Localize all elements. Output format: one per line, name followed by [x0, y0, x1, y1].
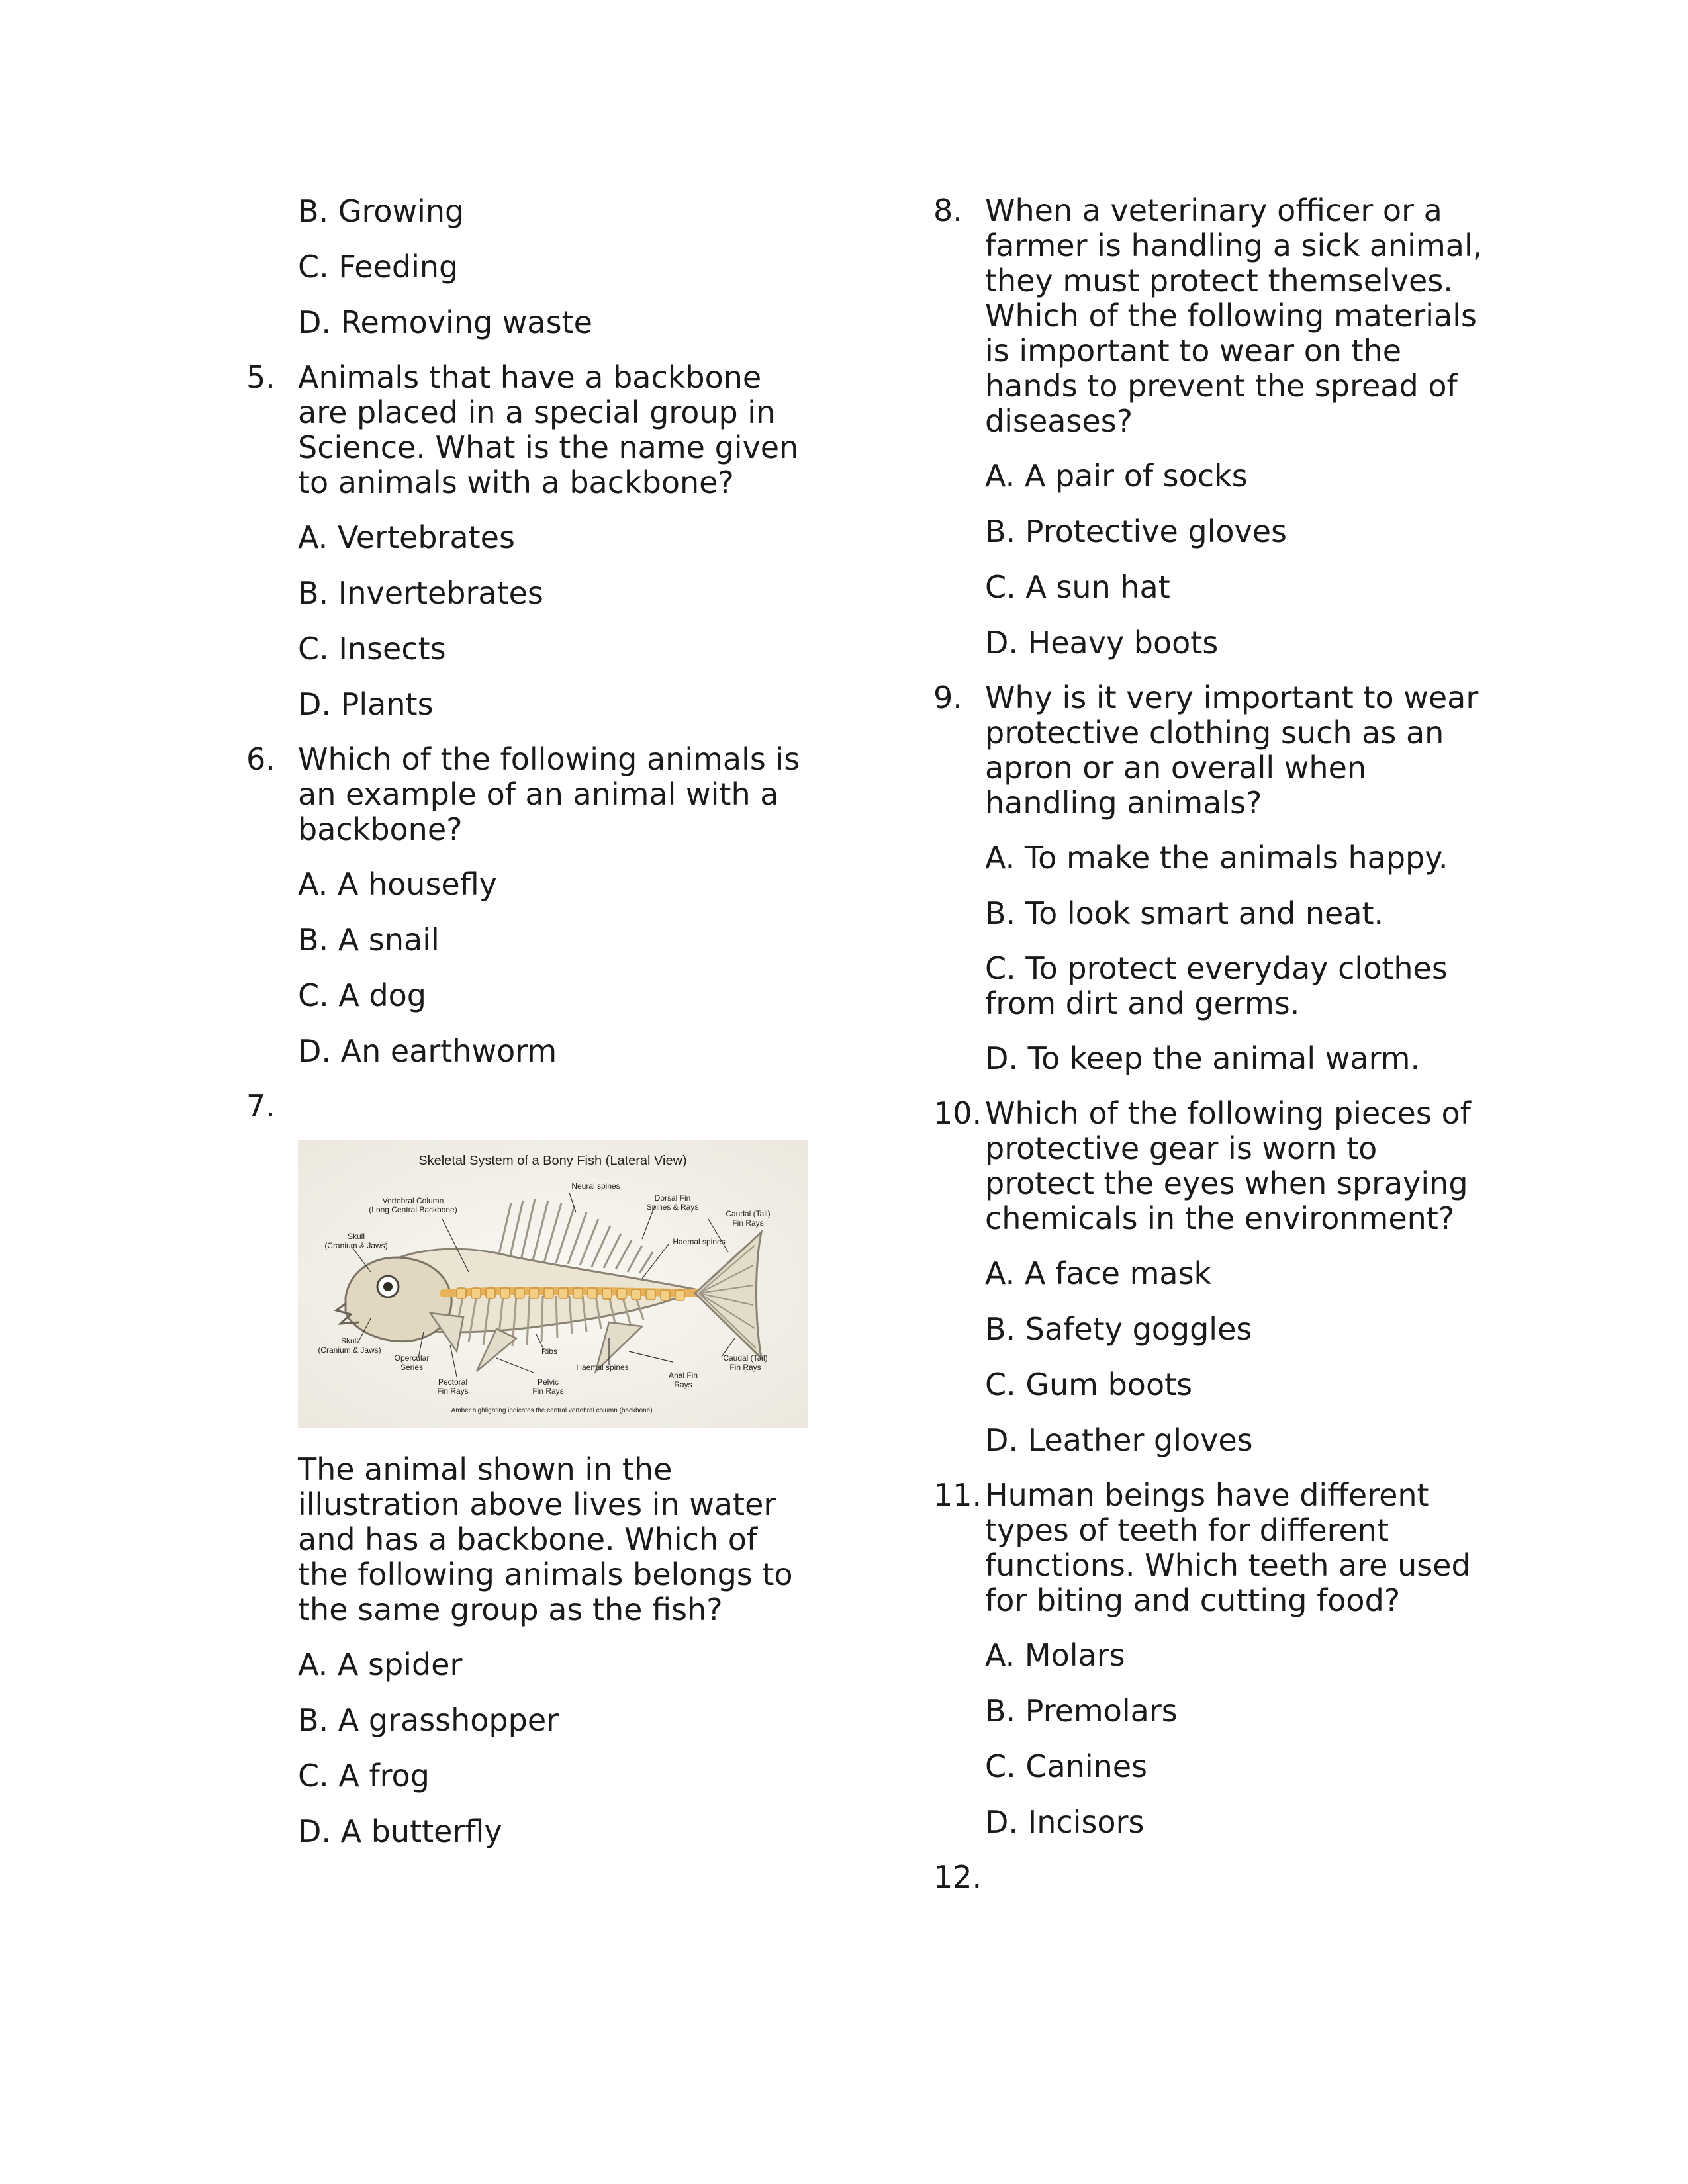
question-number: 12.	[933, 1859, 982, 1895]
q4-option-b: B. Growing	[298, 193, 465, 229]
label-vertebral-2: (Long Central Backbone)	[369, 1205, 457, 1214]
q8-option-b: B. Protective gloves	[985, 514, 1287, 549]
q9-option-a: A. To make the animals happy.	[985, 840, 1448, 876]
label-pectoral-2: Fin Rays	[437, 1387, 469, 1396]
q4-option-c: C. Feeding	[298, 249, 459, 285]
q7-option-a: A. A spider	[298, 1647, 463, 1682]
label-pectoral-1: Pectoral	[438, 1377, 468, 1387]
q5-option-d: D. Plants	[298, 686, 434, 722]
label-caudal-top-1: Caudal (Tail)	[726, 1209, 771, 1218]
q8-option-a: A. A pair of socks	[985, 458, 1248, 494]
q6-option-d: D. An earthworm	[298, 1033, 557, 1069]
label-skull-top-1: Skull	[347, 1232, 365, 1241]
figure-caption: Amber highlighting indicates the central vertebral column (backbone).	[451, 1407, 655, 1414]
q7-option-b: B. A grasshopper	[298, 1702, 559, 1738]
label-anal-1: Anal Fin	[668, 1371, 698, 1380]
q5-option-c: C. Insects	[298, 631, 446, 666]
q11-option-a: A. Molars	[985, 1637, 1125, 1673]
q6-option-c: C. A dog	[298, 978, 426, 1013]
label-neural-spines: Neural spines	[571, 1181, 620, 1191]
label-skull-bottom-1: Skull	[340, 1336, 359, 1345]
question-number: 9.	[933, 680, 962, 715]
label-ribs: Ribs	[541, 1347, 558, 1356]
right-column	[933, 193, 1503, 1914]
question-7	[246, 1089, 822, 1124]
question-text-empty	[298, 1089, 801, 1124]
q9-option-b: B. To look smart and neat.	[985, 895, 1384, 931]
question-text: Why is it very important to wear protective clothing such as an apron or an overall when handling animals?	[985, 680, 1479, 821]
left-column	[246, 193, 822, 1869]
label-pelvic-1: Pelvic	[537, 1377, 559, 1387]
label-haemal-bottom: Haemal spines	[576, 1363, 629, 1372]
question-9	[933, 680, 1503, 821]
q11-option-b: B. Premolars	[985, 1693, 1178, 1729]
q9-option-c: C. To protect everyday clothes from dirt and germs.	[985, 950, 1448, 1021]
question-number: 10.	[933, 1095, 982, 1131]
question-10	[933, 1096, 1503, 1236]
figure-title: Skeletal System of a Bony Fish (Lateral View)	[418, 1154, 687, 1168]
label-caudal-bottom-2: Fin Rays	[729, 1363, 761, 1372]
label-pelvic-2: Fin Rays	[532, 1387, 564, 1396]
question-text: Which of the following animals is an example of an animal with a backbone?	[298, 741, 800, 847]
q5-option-a: A. Vertebrates	[298, 520, 515, 555]
q10-option-b: B. Safety goggles	[985, 1311, 1252, 1347]
question-text: When a veterinary officer or a farmer is handling a sick animal, they must protect themselves. Which of the following materials is important to wear on the hands to prevent the spread of diseases?	[985, 193, 1483, 439]
label-skull-bottom-2: (Cranium & Jaws)	[318, 1345, 381, 1355]
label-opercular-1: Opercular	[394, 1353, 430, 1363]
label-vertebral-1: Vertebral Column	[382, 1196, 444, 1205]
question-5	[246, 360, 822, 500]
q8-option-c: C. A sun hat	[985, 569, 1170, 605]
q11-option-d: D. Incisors	[985, 1804, 1145, 1840]
label-opercular-2: Series	[400, 1363, 424, 1372]
label-caudal-bottom-1: Caudal (Tail)	[723, 1353, 768, 1363]
q10-option-d: D. Leather gloves	[985, 1422, 1253, 1458]
label-haemal-top: Haemal spines	[673, 1237, 726, 1246]
q6-option-b: B. A snail	[298, 922, 440, 958]
q4-option-d: D. Removing waste	[298, 304, 592, 340]
q11-option-c: C. Canines	[985, 1749, 1148, 1784]
label-anal-2: Rays	[674, 1380, 692, 1389]
q7-question-text: The animal shown in the illustration above lives in water and has a backbone. Which of the following animals belongs to the same group as the fish?	[298, 1451, 793, 1627]
question-text-empty	[985, 1860, 1488, 1895]
question-6	[246, 742, 822, 847]
q8-option-d: D. Heavy boots	[985, 625, 1219, 660]
question-number: 8.	[933, 193, 962, 228]
label-caudal-top-2: Fin Rays	[732, 1218, 764, 1228]
question-12	[933, 1860, 1503, 1895]
label-dorsal-fin-1: Dorsal Fin	[654, 1193, 691, 1203]
question-number: 7.	[246, 1088, 275, 1124]
question-number: 11.	[933, 1477, 982, 1513]
fish-skeleton-figure	[298, 1140, 808, 1428]
q10-option-c: C. Gum boots	[985, 1367, 1193, 1402]
q6-option-a: A. A housefly	[298, 866, 497, 902]
question-text: Which of the following pieces of protective gear is worn to protect the eyes when spraying chemicals in the environment?	[985, 1095, 1471, 1236]
label-dorsal-fin-2: Spines & Rays	[646, 1203, 699, 1212]
question-number: 5.	[246, 359, 275, 395]
q10-option-a: A. A face mask	[985, 1255, 1212, 1291]
q7-option-d: D. A butterfly	[298, 1813, 502, 1849]
question-8	[933, 193, 1503, 439]
label-skull-top-2: (Cranium & Jaws)	[324, 1241, 388, 1250]
fish-pupil	[383, 1282, 393, 1291]
question-text: Human beings have different types of teeth for different functions. Which teeth are used for biting and cutting food?	[985, 1477, 1471, 1618]
question-11	[933, 1478, 1503, 1618]
question-number: 6.	[246, 741, 275, 777]
fish-skeleton-illustration	[298, 1140, 808, 1428]
q9-option-d: D. To keep the animal warm.	[985, 1040, 1421, 1076]
fish-skull	[346, 1257, 451, 1342]
question-text: Animals that have a backbone are placed in a special group in Science. What is the name given to animals with a backbone?	[298, 359, 799, 500]
q5-option-b: B. Invertebrates	[298, 575, 543, 611]
q7-option-c: C. A frog	[298, 1758, 430, 1794]
